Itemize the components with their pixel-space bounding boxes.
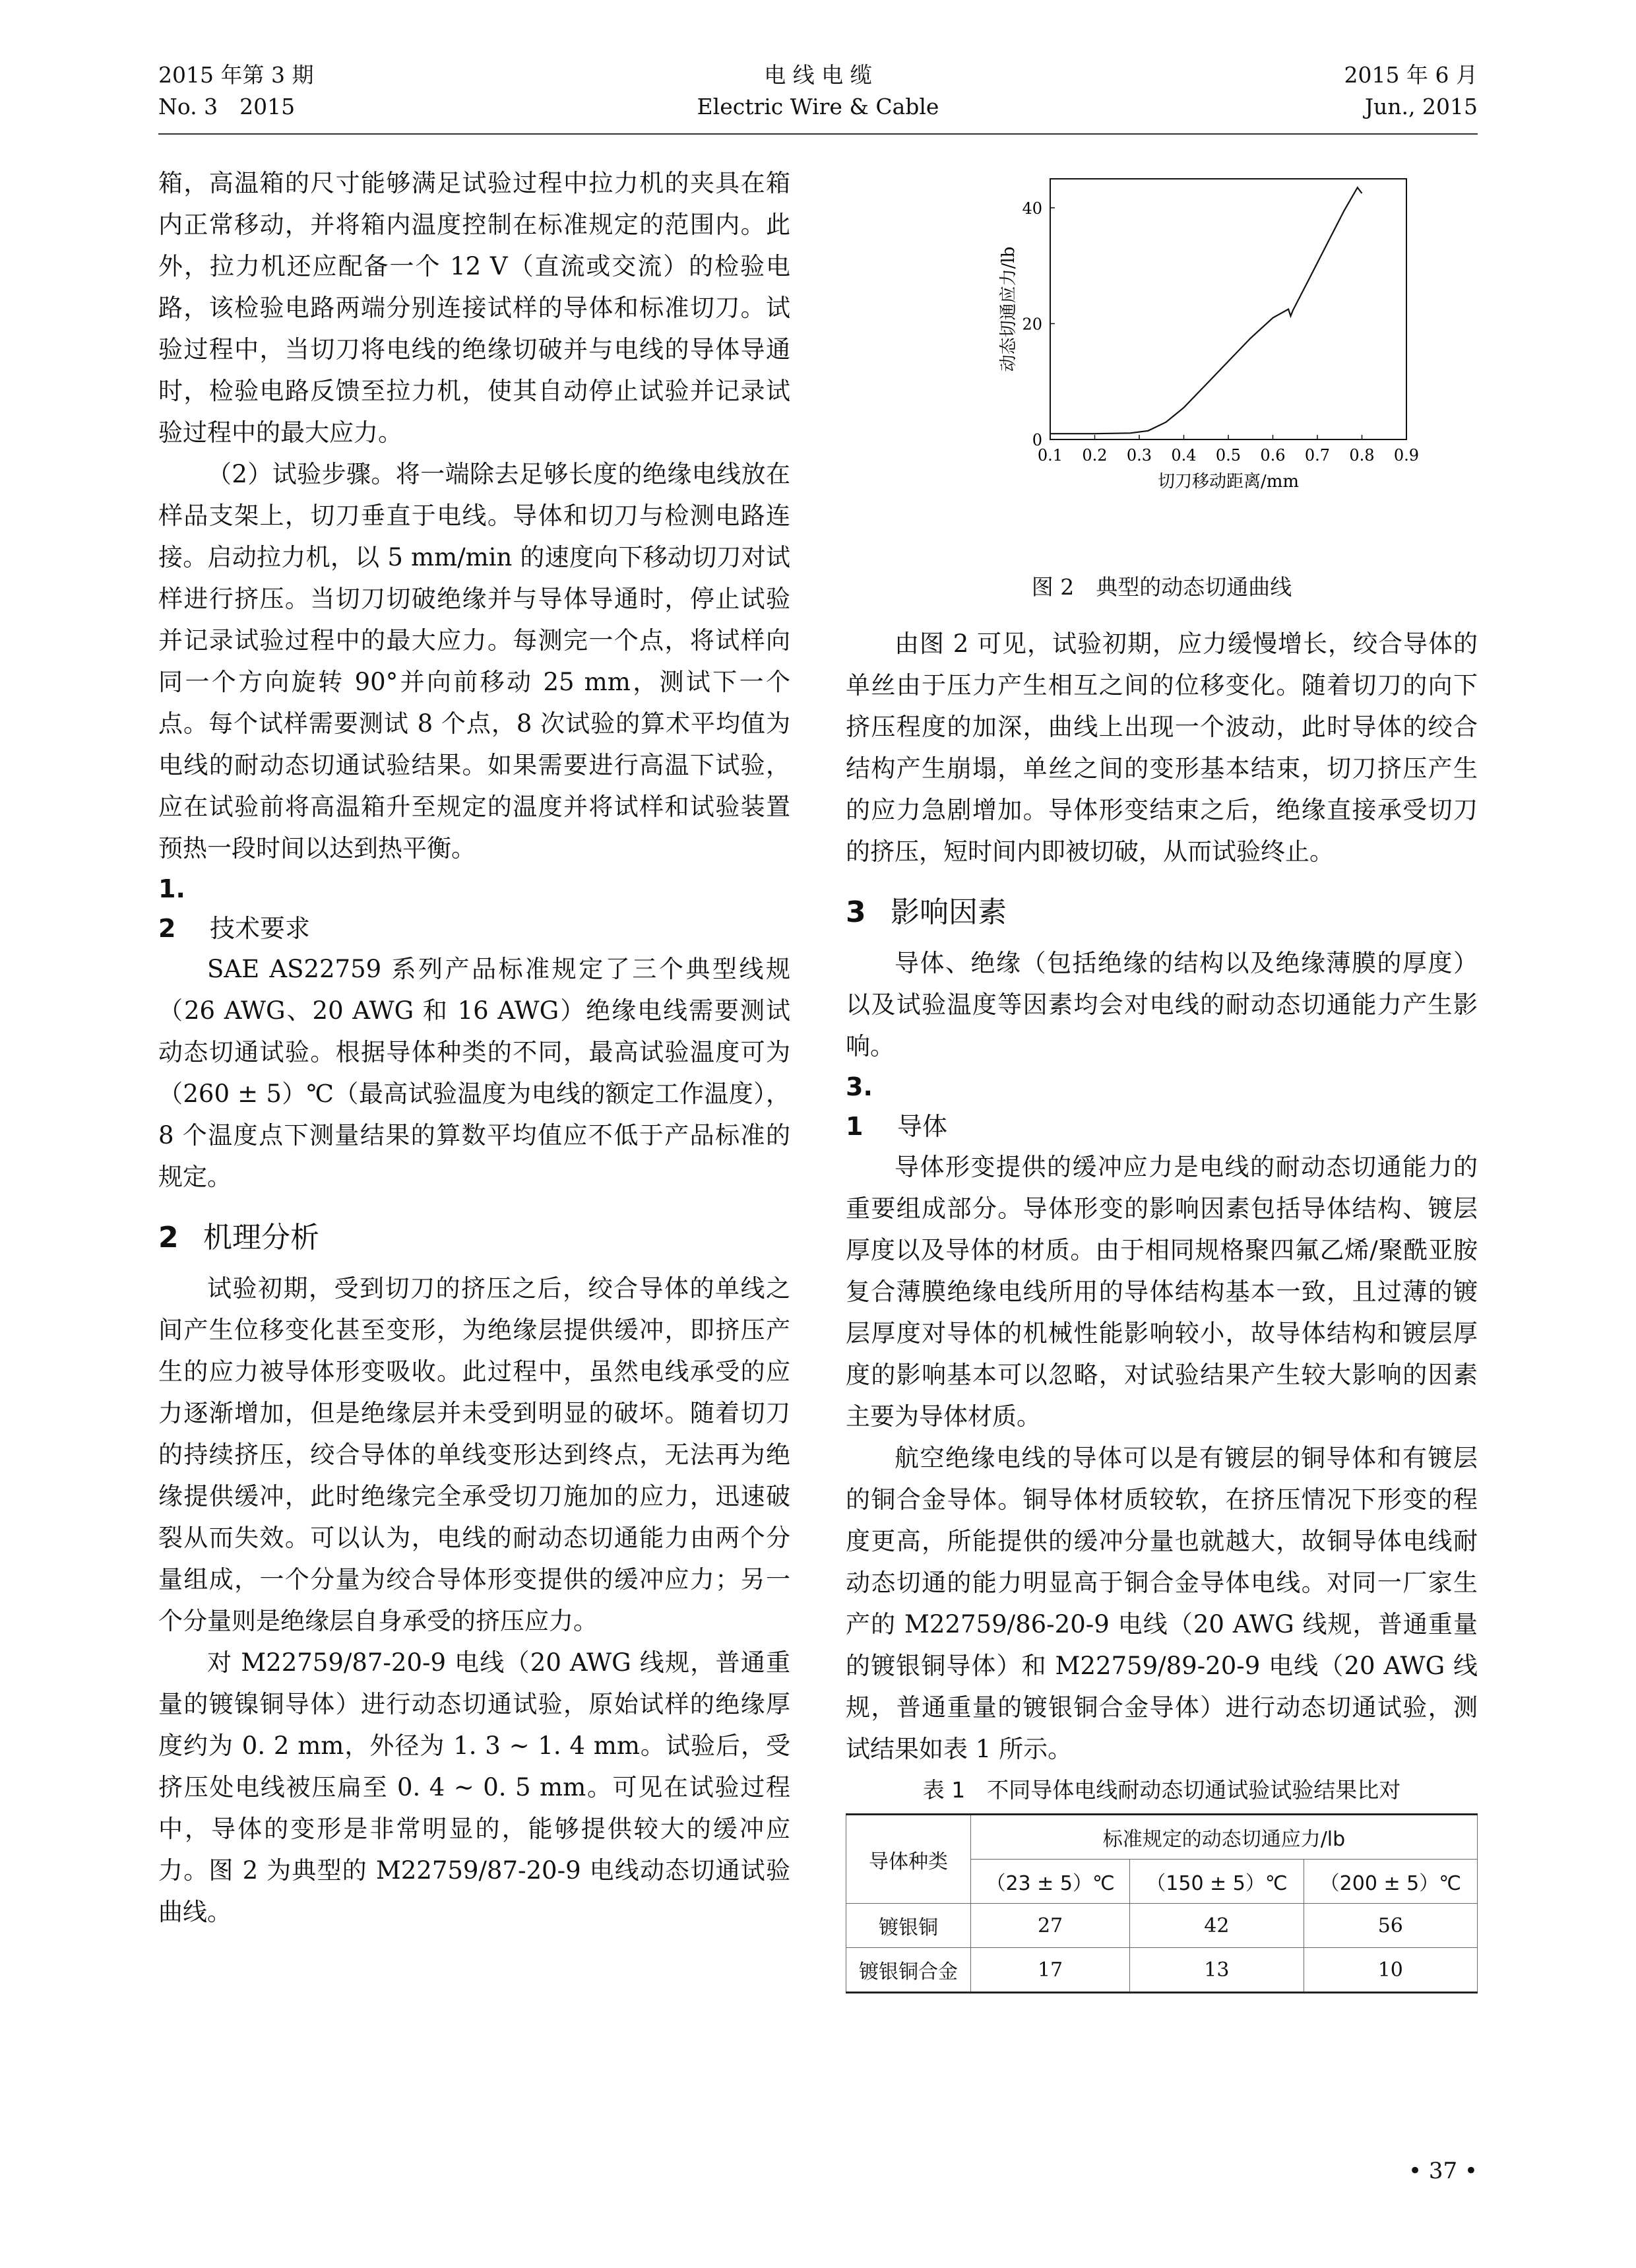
section-number: 3. 1 <box>846 1072 873 1141</box>
plot-frame <box>1050 179 1406 439</box>
cell-value: 13 <box>1130 1948 1304 1993</box>
section-number: 2 <box>158 1221 179 1254</box>
section-heading-3-1 <box>846 1067 1478 1146</box>
header-temp: （200 ± 5）℃ <box>1304 1860 1477 1904</box>
x-tick-label: 0.6 <box>1260 446 1286 465</box>
table-row <box>846 1904 1478 1948</box>
x-tick-label: 0.4 <box>1171 446 1197 465</box>
header-conductor-type: 导体种类 <box>846 1815 971 1904</box>
y-axis-label: 动态切通应力/lb <box>999 246 1019 372</box>
section-heading-2 <box>158 1217 790 1258</box>
x-tick-label: 0.9 <box>1393 446 1420 465</box>
header-rule <box>158 133 1478 135</box>
x-tick-label: 0.3 <box>1126 446 1152 465</box>
cell-value: 27 <box>970 1904 1129 1948</box>
x-tick-label: 0.7 <box>1304 446 1331 465</box>
figure-caption: 图 2 典型的动态切通曲线 <box>1031 574 1292 600</box>
y-tick-label: 40 <box>1022 199 1042 218</box>
section-title: 影响因素 <box>891 895 1007 929</box>
header-issue-en: No. 3 2015 <box>158 94 296 119</box>
header-temp: （150 ± 5）℃ <box>1130 1860 1304 1904</box>
dynamic-cut-through-chart <box>846 162 1478 571</box>
cell-value: 56 <box>1304 1904 1477 1948</box>
section-heading-3 <box>846 892 1478 933</box>
paragraph: 由图 2 可见，试验初期，应力缓慢增长，绞合导体的单丝由于压力产生相互之间的位移变化。随着切刀的向下挤压程度的加深，曲线上出现一个波动，此时导体的绞合结构产生崩塌，单丝之间的变形基本结束，切刀挤压产生的应力急剧增加。导体形变结束之后，绝缘直接承受切刀的挤压，短时间内即被切破，从而试验终止。 <box>846 630 1478 866</box>
paragraph: 试验初期，受到切刀的挤压之后，绞合导体的单线之间产生位移变化甚至变形，为绝缘层提供缓冲，即挤压产生的应力被导体形变吸收。此过程中，虽然电线承受的应力逐渐增加，但是绝缘层并未受到明显的破坏。随着切刀的持续挤压，绞合导体的单线变形达到终点，无法再为绝缘提供缓冲，此时绝缘完全承受切刀施加的应力，迅速破裂从而失效。可以认为，电线的耐动态切通能力由两个分量组成，一个分量为绞合导体形变提供的缓冲应力；另一个分量则是绝缘层自身承受的挤压应力。 <box>158 1274 790 1635</box>
header-temp: （23 ± 5）℃ <box>970 1860 1129 1904</box>
section-title: 导体 <box>897 1112 948 1141</box>
header-title-cn: 电 线 电 缆 <box>764 62 872 88</box>
header-stress-group: 标准规定的动态切通应力/lb <box>970 1815 1477 1860</box>
figure-2 <box>846 162 1478 571</box>
header-issue-cn: 2015 年第 3 期 <box>158 62 314 88</box>
x-axis-label: 切刀移动距离/mm <box>1157 472 1300 492</box>
table-title: 表 1 不同导体电线耐动态切通试验试验结果比对 <box>922 1777 1401 1803</box>
section-number: 1. 2 <box>158 874 185 943</box>
header-date-en: Jun., 2015 <box>1364 94 1478 119</box>
table-row <box>846 1948 1478 1993</box>
paragraph: 对 M22759/87-20-9 电线（20 AWG 线规，普通重量的镀镍铜导体）进行动态切通试验，原始试样的绝缘厚度约为 0. 2 mm，外径为 1. 3 ~ 1. 4 mm。试验后，受挤压处电线被压扁至 0. 4 ~ 0. 5 mm。可见在试验过程中，导体的变形是非常明显的，能够提供较大的缓冲应力。图 2 为典型的 M22759/87-20-9 电线动态切通试验曲线。 <box>158 1648 790 1926</box>
paragraph: 箱，高温箱的尺寸能够满足试验过程中拉力机的夹具在箱内正常移动，并将箱内温度控制在标准规定的范围内。此外，拉力机还应配备一个 12 V（直流或交流）的检验电路，该检验电路两端分别连接试样的导体和标准切刀。试验过程中，当切刀将电线的绝缘切破并与电线的导体导通时，检验电路反馈至拉力机，使其自动停止试验并记录试验过程中的最大应力。 <box>158 169 790 447</box>
header-date <box>1344 59 1478 123</box>
row-label: 镀银铜 <box>846 1904 971 1948</box>
paragraph: 导体、绝缘（包括绝缘的结构以及绝缘薄膜的厚度）以及试验温度等因素均会对电线的耐动态切通能力产生影响。 <box>846 949 1478 1060</box>
x-tick-label: 0.1 <box>1037 446 1063 465</box>
header-title-en: Electric Wire & Cable <box>697 94 939 119</box>
table-header-row <box>846 1815 1478 1860</box>
paragraph: （2）试验步骤。将一端除去足够长度的绝缘电线放在样品支架上，切刀垂直于电线。导体和切刀与检测电路连接。启动拉力机，以 5 mm/min 的速度向下移动切刀对试样进行挤压。当切刀切破绝缘并与导体导通时，停止试验并记录试验过程中的最大应力。每测完一个点，将试样向同一个方向旋转 90°并向前移动 25 mm，测试下一个点。每个试样需要测试 8 个点，8 次试验的算术平均值为电线的耐动态切通试验结果。如果需要进行高温下试验，应在试验前将高温箱升至规定的温度并将试样和试验装置预热一段时间以达到热平衡。 <box>158 460 790 862</box>
paragraph: 导体形变提供的缓冲应力是电线的耐动态切通能力的重要组成部分。导体形变的影响因素包括导体结构、镀层厚度以及导体的材质。由于相同规格聚四氟乙烯/聚酰亚胺复合薄膜绝缘电线所用的导体结构基本一致，且过薄的镀层厚度对导体的机械性能影响较小，故导体结构和镀层厚度的影响基本可以忽略，对试验结果产生较大影响的因素主要为导体材质。 <box>846 1153 1478 1431</box>
section-title: 机理分析 <box>203 1221 319 1254</box>
y-tick-label: 0 <box>1032 431 1042 449</box>
results-table <box>846 1813 1478 1993</box>
cell-value: 17 <box>970 1948 1129 1993</box>
left-column <box>158 162 790 1933</box>
series-line <box>1050 187 1362 434</box>
x-tick-label: 0.2 <box>1082 446 1108 465</box>
row-label: 镀银铜合金 <box>846 1948 971 1993</box>
y-tick-label: 20 <box>1022 315 1042 334</box>
cell-value: 42 <box>1130 1904 1304 1948</box>
x-tick-label: 0.5 <box>1215 446 1242 465</box>
right-column <box>846 162 1478 1993</box>
paragraph: 航空绝缘电线的导体可以是有镀层的铜导体和有镀层的铜合金导体。铜导体材质较软，在挤压情况下形变的程度更高，所能提供的缓冲分量也就越大，故铜导体电线耐动态切通的能力明显高于铜合金导体电线。对同一厂家生产的 M22759/86-20-9 电线（20 AWG 线规，普通重量的镀银铜导体）和 M22759/89-20-9 电线（20 AWG 线规，普通重量的镀银铜合金导体）进行动态切通试验，测试结果如表 1 所示。 <box>846 1444 1478 1763</box>
paragraph: SAE AS22759 系列产品标准规定了三个典型线规（26 AWG、20 AWG 和 16 AWG）绝缘电线需要测试动态切通试验。根据导体种类的不同，最高试验温度可为（260 ± 5）℃（最高试验温度为电线的额定工作温度），8 个温度点下测量结果的算数平均值应不低于产品标准的规定。 <box>158 955 790 1191</box>
cell-value: 10 <box>1304 1948 1477 1993</box>
x-tick-label: 0.8 <box>1349 446 1375 465</box>
section-number: 3 <box>846 895 866 929</box>
header-date-cn: 2015 年 6 月 <box>1344 62 1478 88</box>
section-heading-1-2 <box>158 869 790 948</box>
section-title: 技术要求 <box>210 914 311 943</box>
page-number: • 37 • <box>1408 2158 1478 2184</box>
